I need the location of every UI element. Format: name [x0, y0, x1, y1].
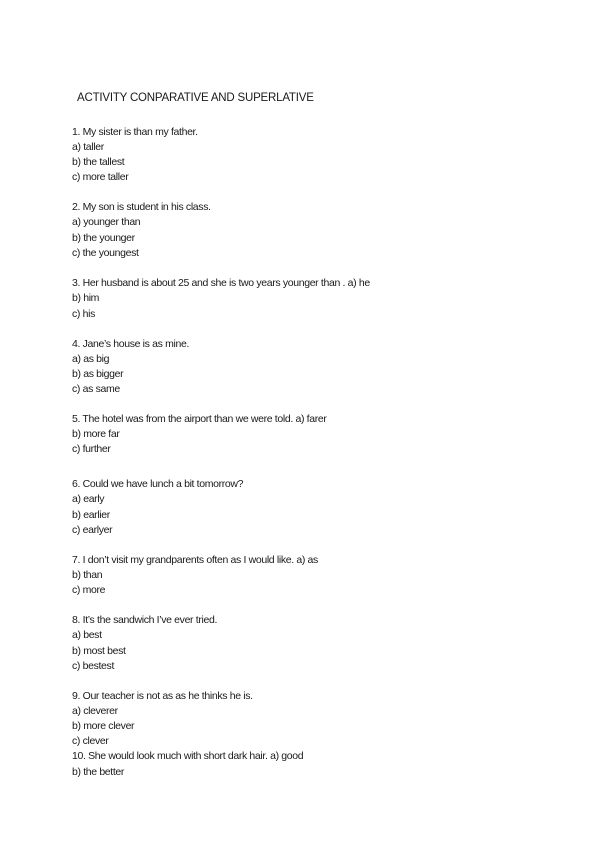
- q1-option-b: b) the tallest: [72, 156, 125, 168]
- question-4: 4. Jane’s house is as mine.: [72, 338, 190, 350]
- q9-option-b: b) more clever: [72, 720, 135, 732]
- q6-option-c: c) earlyer: [72, 524, 113, 536]
- q7-option-b: b) than: [72, 569, 103, 581]
- q2-option-a: a) younger than: [72, 216, 141, 228]
- q3-option-b: b) him: [72, 292, 100, 304]
- question-1: 1. My sister is than my father.: [72, 126, 198, 138]
- q2-option-b: b) the younger: [72, 232, 135, 244]
- question-9: 9. Our teacher is not as as he thinks he is.: [72, 690, 253, 702]
- q9-option-c: c) clever: [72, 735, 109, 747]
- q4-option-c: c) as same: [72, 383, 120, 395]
- question-7: 7. I don’t visit my grandparents often as I would like. a) as: [72, 554, 318, 566]
- q5-option-b: b) more far: [72, 428, 120, 440]
- question-6: 6. Could we have lunch a bit tomorrow?: [72, 478, 244, 490]
- question-8: 8. It’s the sandwich I’ve ever tried.: [72, 614, 218, 626]
- q3-option-c: c) his: [72, 308, 95, 320]
- q2-option-c: c) the youngest: [72, 247, 139, 259]
- q4-option-a: a) as big: [72, 353, 110, 365]
- q6-option-b: b) earlier: [72, 509, 110, 521]
- question-3: 3. Her husband is about 25 and she is two years younger than . a) he: [72, 277, 370, 289]
- q7-option-c: c) more: [72, 584, 106, 596]
- document-title: ACTIVITY CONPARATIVE AND SUPERLATIVE: [77, 92, 314, 104]
- q1-option-a: a) taller: [72, 141, 104, 153]
- question-2: 2. My son is student in his class.: [72, 201, 211, 213]
- q5-option-c: c) further: [72, 443, 111, 455]
- q1-option-c: c) more taller: [72, 171, 129, 183]
- q4-option-b: b) as bigger: [72, 368, 124, 380]
- q8-option-a: a) best: [72, 629, 102, 641]
- q8-option-b: b) most best: [72, 645, 126, 657]
- q6-option-a: a) early: [72, 493, 105, 505]
- q10-option-b: b) the better: [72, 766, 125, 778]
- question-10: 10. She would look much with short dark hair. a) good: [72, 750, 304, 762]
- q9-option-a: a) cleverer: [72, 705, 118, 717]
- q8-option-c: c) bestest: [72, 660, 115, 672]
- question-5: 5. The hotel was from the airport than we were told. a) farer: [72, 413, 327, 425]
